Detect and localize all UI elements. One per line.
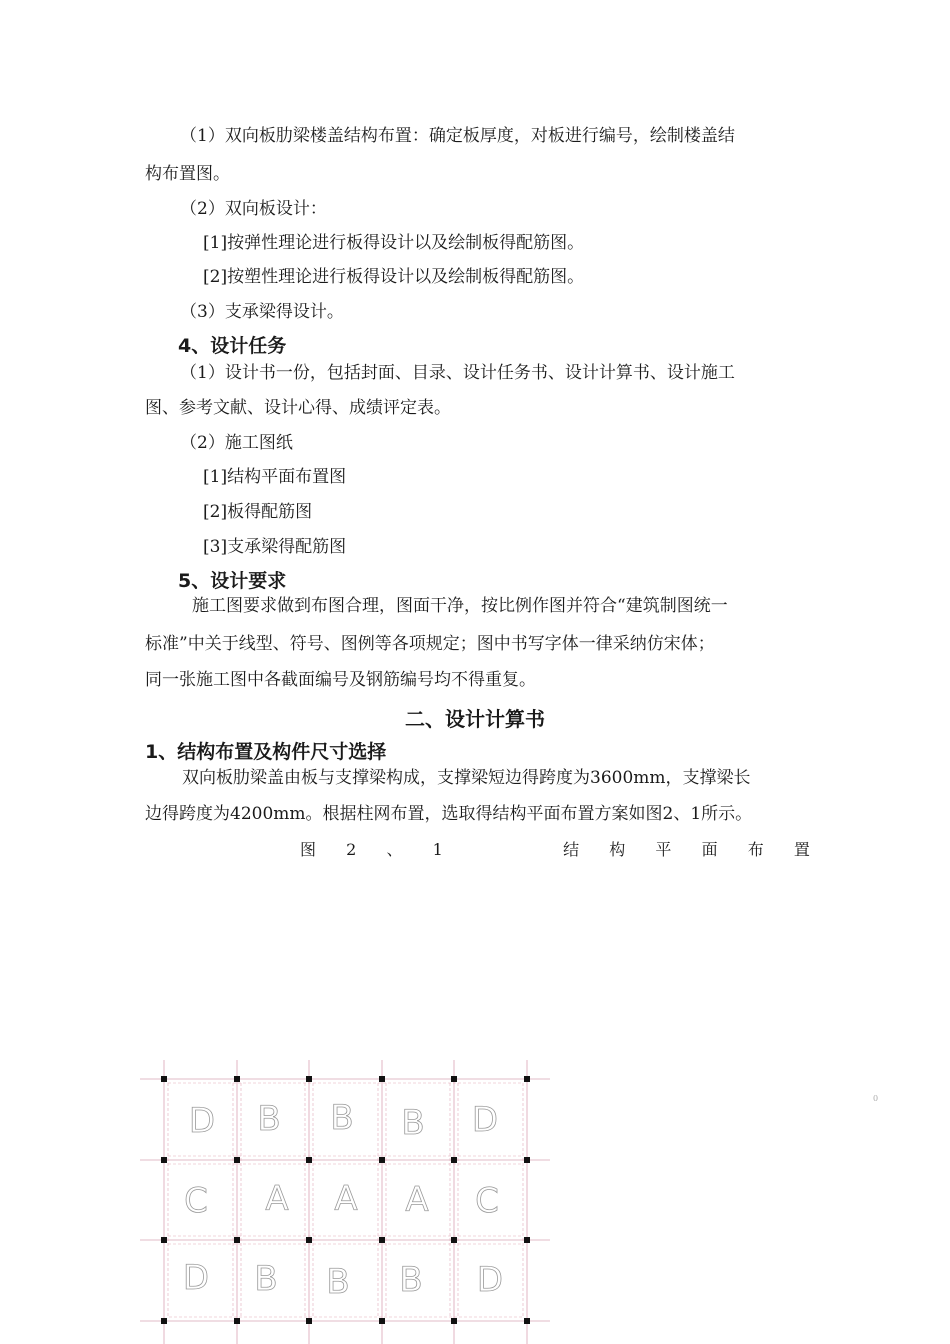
text-line-14: 标准”中关于线型、符号、图例等各项规定；图中书写字体一律采纳仿宋体； [145, 634, 715, 654]
text-line-8: 图、参考文献、设计心得、成绩评定表。 [145, 398, 451, 418]
slab-labels [183, 1098, 503, 1302]
text-line-7: （1）设计书一份，包括封面、目录、设计任务书、设计计算书、设计施工 [180, 363, 735, 383]
text-line-10: [1]结构平面布置图 [203, 467, 347, 487]
caption-char: 1 [432, 840, 443, 859]
figure-caption [300, 838, 810, 862]
heading-4: 4、设计任务 [178, 335, 287, 357]
caption-char: 图 [300, 840, 317, 859]
slab-label: A [405, 1180, 429, 1220]
text-line-6: （3）支承梁得设计。 [180, 302, 344, 322]
caption-char: 结 [563, 840, 580, 859]
text-line-17: 边得跨度为4200mm。根据柱网布置，选取得结构平面布置方案如图2、1所示。 [145, 804, 753, 824]
structural-plan-drawing [140, 1055, 560, 1344]
caption-char: 2 [346, 840, 357, 859]
text-line-11: [2]板得配筋图 [203, 502, 313, 522]
caption-char: 面 [701, 840, 718, 859]
text-line-9: （2）施工图纸 [180, 433, 293, 453]
slab-label: C [475, 1181, 499, 1221]
text-line-12: [3]支承梁得配筋图 [203, 537, 347, 557]
slab-label: B [254, 1259, 278, 1299]
slab-label: D [182, 1258, 210, 1298]
stray-mark: 0 [873, 1094, 879, 1103]
slab-label: C [184, 1181, 208, 1221]
slab-label: D [188, 1101, 216, 1141]
slab-label: B [257, 1099, 281, 1139]
heading-1: 1、结构布置及构件尺寸选择 [145, 741, 387, 763]
slab-label: B [399, 1260, 423, 1300]
slab-label: B [326, 1262, 350, 1302]
slab-label: A [334, 1179, 358, 1219]
caption-char: 构 [609, 840, 626, 859]
slab-label: D [476, 1260, 504, 1300]
caption-char: 、 [386, 840, 403, 859]
text-line-16: 双向板肋梁盖由板与支撑梁构成，支撑梁短边得跨度为3600mm，支撑梁长 [182, 768, 751, 788]
heading-5: 5、设计要求 [178, 570, 287, 592]
text-line-5: [2]按塑性理论进行板得设计以及绘制板得配筋图。 [203, 267, 585, 287]
caption-char: 平 [655, 840, 672, 859]
caption-char: 置 [793, 840, 810, 859]
text-line-2: 构布置图。 [145, 164, 230, 184]
caption-char: 布 [747, 840, 764, 859]
text-line-1: （1）双向板肋梁楼盖结构布置：确定板厚度，对板进行编号，绘制楼盖结 [180, 126, 735, 146]
text-line-13: 施工图要求做到布图合理，图面干净，按比例作图并符合“建筑制图统一 [192, 596, 728, 616]
section-title: 二、设计计算书 [405, 707, 545, 731]
text-line-15: 同一张施工图中各截面编号及钢筋编号均不得重复。 [145, 670, 536, 690]
text-line-4: [1]按弹性理论进行板得设计以及绘制板得配筋图。 [203, 233, 585, 253]
slab-label: D [471, 1100, 499, 1140]
text-line-3: （2）双向板设计： [180, 199, 327, 219]
slab-label: B [401, 1103, 425, 1143]
slab-label: A [265, 1179, 289, 1219]
slab-label: B [330, 1098, 354, 1138]
